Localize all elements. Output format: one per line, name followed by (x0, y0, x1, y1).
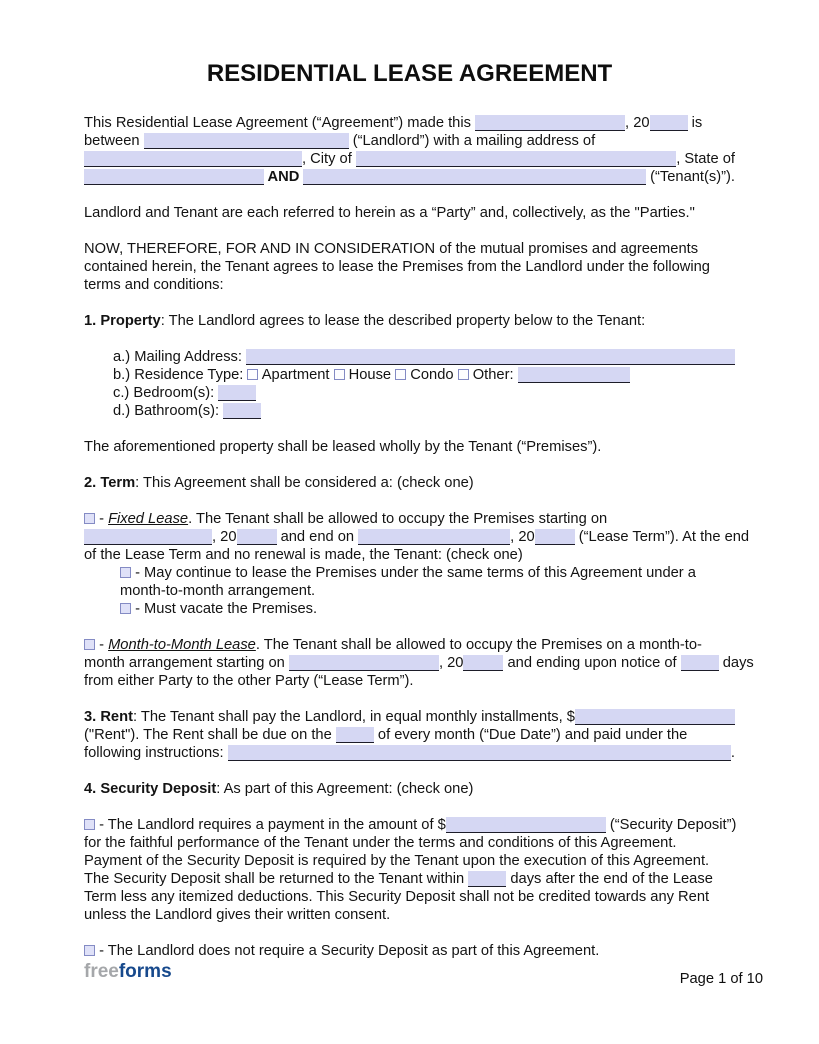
text: , 20 (438, 655, 464, 671)
blank-field[interactable] (218, 385, 256, 401)
paragraph (84, 780, 735, 798)
text: d.) Bathroom(s): (113, 403, 224, 419)
section-heading: AND (264, 169, 304, 185)
text-line (84, 780, 735, 798)
text-line (84, 114, 735, 132)
blank-field[interactable] (356, 151, 676, 167)
text: NOW, THEREFORE, FOR AND IN CONSIDERATION of the mutual promises and agreements (84, 241, 699, 257)
paragraph (84, 942, 735, 960)
text: . The Tenant shall be allowed to occupy the Premises on a month-to- (255, 637, 702, 653)
text-line (84, 528, 750, 546)
text: The Security Deposit shall be returned to the Tenant within (84, 871, 469, 887)
text: : The Landlord agrees to lease the described property below to the Tenant: (160, 313, 646, 329)
text: , City of (302, 151, 356, 167)
text: : This Agreement shall be considered a: (check one) (135, 475, 474, 491)
text-line (84, 438, 735, 456)
text-line (84, 852, 735, 870)
text: (“Lease Term”). At the end (574, 529, 750, 545)
text-line (84, 816, 735, 834)
checkbox[interactable] (84, 945, 95, 956)
text-line (84, 870, 735, 888)
page-footer (84, 961, 763, 988)
text-line (84, 906, 735, 924)
paragraph (84, 438, 735, 456)
text: Term less any itemized deductions. This Security Deposit shall not be credited towards any Rent (84, 889, 710, 905)
text-line (84, 150, 735, 168)
checkbox[interactable] (395, 369, 406, 380)
document-title: RESIDENTIAL LEASE AGREEMENT (206, 60, 613, 87)
text-line (84, 312, 735, 330)
text-line (84, 402, 735, 420)
text: and end on (276, 529, 359, 545)
text: (“Tenant(s)”). (646, 169, 735, 185)
paragraph (84, 474, 735, 492)
text-line (84, 726, 735, 744)
text: . (730, 745, 735, 761)
section-heading: 1. Property (84, 313, 161, 329)
logo-free-text: free (84, 961, 119, 982)
section-heading: 2. Term (84, 475, 136, 491)
blank-field[interactable] (144, 133, 349, 149)
paragraph (84, 204, 735, 222)
text: unless the Landlord gives their written consent. (84, 907, 391, 923)
text: This Residential Lease Agreement (“Agreement”) made this (84, 115, 476, 131)
text-line (84, 132, 735, 150)
text-line (84, 600, 735, 618)
text-line (84, 384, 735, 402)
blank-field[interactable] (463, 655, 503, 671)
text: Landlord and Tenant are each referred to herein as a “Party” and, collectively, as the "Parties." (84, 205, 695, 221)
text: - (95, 637, 109, 653)
blank-field[interactable] (303, 169, 646, 185)
text: - (95, 511, 109, 527)
text: Other: (468, 367, 518, 383)
document-body (84, 114, 754, 978)
blank-field[interactable] (358, 529, 510, 545)
blank-field[interactable] (237, 529, 277, 545)
section-heading: 3. Rent (84, 709, 133, 725)
text: contained herein, the Tenant agrees to lease the Premises from the Landlord under the following (84, 259, 710, 275)
text: - May continue to lease the Premises under the same terms of this Agreement under a (131, 565, 696, 581)
text-line (84, 744, 735, 762)
text: : As part of this Agreement: (check one) (216, 781, 474, 797)
text: and ending upon notice of (503, 655, 681, 671)
blank-field[interactable] (681, 655, 719, 671)
blank-field[interactable] (650, 115, 688, 131)
text-line (84, 636, 735, 654)
text: Payment of the Security Deposit is required by the Tenant upon the execution of this Agreement. (84, 853, 710, 869)
text: from either Party to the other Party (“Lease Term”). (84, 673, 414, 689)
blank-field[interactable] (518, 367, 630, 383)
text-line (84, 654, 754, 672)
blank-field[interactable] (289, 655, 439, 671)
text-line (84, 240, 735, 258)
text: , 20 (510, 529, 535, 545)
text: : The Tenant shall pay the Landlord, in equal monthly installments, $ (132, 709, 575, 725)
checkbox[interactable] (334, 369, 345, 380)
text: days (718, 655, 754, 671)
text: - The Landlord does not require a Security Deposit as part of this Agreement. (95, 943, 600, 959)
blank-field[interactable] (535, 529, 575, 545)
text: of every month (“Due Date”) and paid under the (373, 727, 688, 743)
checkbox[interactable] (84, 639, 95, 650)
text: The aforementioned property shall be leased wholly by the Tenant (“Premises”). (84, 439, 602, 455)
blank-field[interactable] (228, 745, 731, 761)
text-line (84, 834, 735, 852)
blank-field[interactable] (246, 349, 735, 365)
checkbox[interactable] (84, 819, 95, 830)
blank-field[interactable] (84, 169, 264, 185)
paragraph (84, 636, 754, 690)
text: days after the end of the Lease (506, 871, 713, 887)
text: c.) Bedroom(s): (113, 385, 219, 401)
blank-field[interactable] (336, 727, 374, 743)
text: is (687, 115, 703, 131)
checkbox[interactable] (120, 567, 131, 578)
text-line (84, 510, 735, 528)
text-line (84, 888, 735, 906)
text: , State of (676, 151, 735, 167)
text: - Must vacate the Premises. (131, 601, 318, 617)
text-line (84, 708, 735, 726)
text: month arrangement starting on (84, 655, 289, 671)
text-line (84, 546, 735, 564)
text: (“Security Deposit”) (605, 817, 737, 833)
blank-field[interactable] (84, 151, 302, 167)
paragraph (84, 114, 735, 186)
text: b.) Residence Type: (113, 367, 248, 383)
text: Condo (406, 367, 458, 383)
blank-field[interactable] (468, 871, 506, 887)
text-line (84, 204, 735, 222)
paragraph (84, 348, 735, 420)
checkbox[interactable] (84, 513, 95, 524)
page-number: Page 1 of 10 (679, 971, 763, 987)
text: a.) Mailing Address: (113, 349, 247, 365)
paragraph (84, 510, 750, 618)
text: Apartment (258, 367, 334, 383)
freeforms-logo (84, 961, 172, 983)
text-line (84, 348, 735, 366)
checkbox[interactable] (458, 369, 469, 380)
text: for the faithful performance of the Tenant under the terms and conditions of this Agreement. (84, 835, 677, 851)
checkbox[interactable] (120, 603, 131, 614)
text-line (84, 672, 735, 690)
text: (“Landlord”) with a mailing address of (348, 133, 596, 149)
paragraph (84, 240, 735, 294)
checkbox[interactable] (247, 369, 258, 380)
text-line (84, 564, 735, 582)
text-line (84, 474, 735, 492)
text: between (84, 133, 144, 149)
text: following instructions: (84, 745, 228, 761)
text: , 20 (212, 529, 237, 545)
text-line (84, 582, 735, 600)
lease-type-label: Fixed Lease (108, 511, 189, 527)
lease-type-label: Month-to-Month Lease (108, 637, 256, 653)
paragraph (84, 312, 735, 330)
text-line (84, 276, 735, 294)
paragraph (84, 708, 735, 762)
blank-field[interactable] (446, 817, 606, 833)
text: House (344, 367, 396, 383)
section-heading: 4. Security Deposit (84, 781, 217, 797)
text-line (84, 366, 735, 384)
text: ("Rent"). The Rent shall be due on the (84, 727, 336, 743)
text-line (84, 168, 735, 186)
blank-field[interactable] (84, 529, 212, 545)
text: month-to-month arrangement. (120, 583, 316, 599)
text-line (84, 258, 735, 276)
text: - The Landlord requires a payment in the amount of $ (95, 817, 446, 833)
logo-forms-text: forms (118, 961, 172, 982)
paragraph (84, 816, 735, 924)
text-line (84, 942, 735, 960)
blank-field[interactable] (475, 115, 625, 131)
text: of the Lease Term and no renewal is made, the Tenant: (check one) (84, 547, 523, 563)
blank-field[interactable] (223, 403, 261, 419)
text: . The Tenant shall be allowed to occupy the Premises starting on (188, 511, 608, 527)
text: , 20 (625, 115, 650, 131)
blank-field[interactable] (575, 709, 735, 725)
text: terms and conditions: (84, 277, 224, 293)
